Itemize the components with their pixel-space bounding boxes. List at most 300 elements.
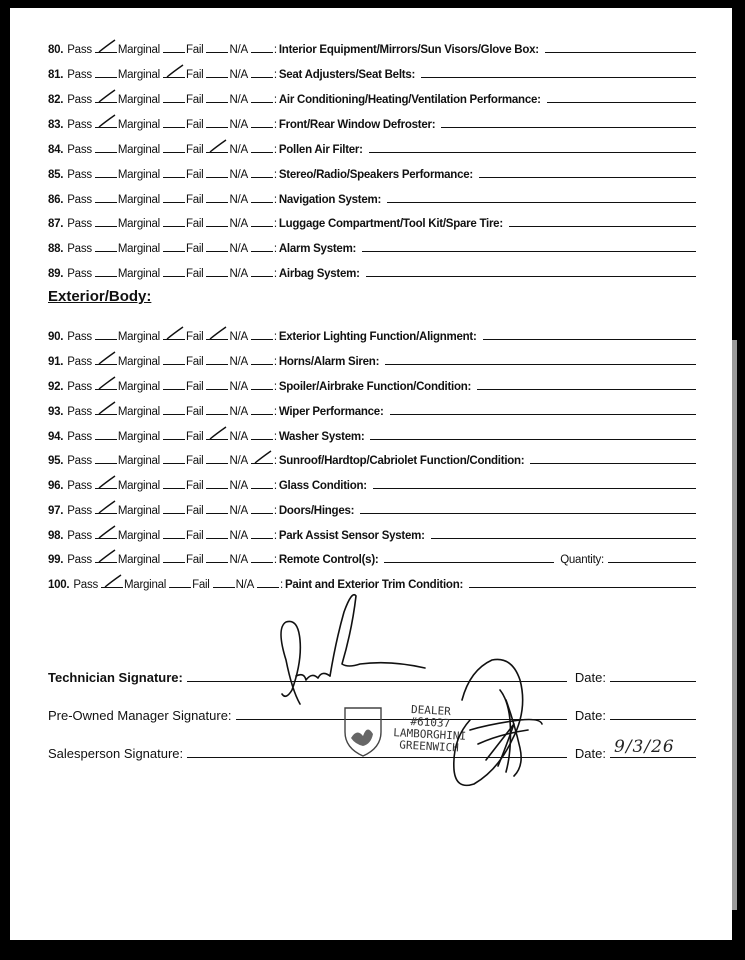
status-label-pass: Pass xyxy=(67,144,92,156)
inspection-row xyxy=(48,40,696,56)
status-blank-marginal[interactable] xyxy=(163,561,185,563)
status-blank-na[interactable] xyxy=(251,413,273,415)
item-label: Park Assist Sensor System: xyxy=(278,530,425,542)
status-blank-pass[interactable] xyxy=(95,388,117,390)
comment-line[interactable] xyxy=(483,338,696,340)
status-label-pass: Pass xyxy=(67,94,92,106)
check-mark-icon xyxy=(165,64,185,78)
separator: : xyxy=(273,431,277,443)
item-label: Navigation System: xyxy=(278,194,382,206)
status-blank-marginal[interactable] xyxy=(163,462,185,464)
item-number: 99. xyxy=(48,554,64,566)
separator: : xyxy=(273,530,277,542)
status-blank-marginal[interactable] xyxy=(163,101,185,103)
status-label-na: N/A xyxy=(229,381,248,393)
status-blank-pass[interactable] xyxy=(95,101,117,103)
status-label-na: N/A xyxy=(229,480,248,492)
status-blank-pass[interactable] xyxy=(95,338,117,340)
item-number: 85. xyxy=(48,169,64,181)
status-label-marginal: Marginal xyxy=(117,530,160,542)
status-blank-pass[interactable] xyxy=(95,51,117,53)
status-label-marginal: Marginal xyxy=(117,505,160,517)
inspection-row xyxy=(48,327,696,343)
status-label-fail: Fail xyxy=(185,331,204,343)
comment-line[interactable] xyxy=(387,201,696,203)
inspection-row xyxy=(48,190,696,206)
status-blank-marginal[interactable] xyxy=(163,275,185,277)
status-label-na: N/A xyxy=(235,579,255,591)
status-blank-marginal[interactable] xyxy=(163,413,185,415)
inspection-row xyxy=(48,65,696,81)
item-label: Spoiler/Airbrake Function/Condition: xyxy=(278,381,472,393)
item-label: Pollen Air Filter: xyxy=(278,144,363,156)
status-blank-pass[interactable] xyxy=(95,537,117,539)
status-label-fail: Fail xyxy=(185,119,204,131)
status-blank-fail[interactable] xyxy=(206,275,228,277)
status-blank-fail[interactable] xyxy=(206,76,228,78)
technician-signature-row xyxy=(48,670,696,685)
item-number: 84. xyxy=(48,144,64,156)
check-mark-icon xyxy=(208,139,228,153)
status-label-pass: Pass xyxy=(67,455,92,467)
item-number: 88. xyxy=(48,243,64,255)
inspection-row xyxy=(48,575,696,591)
check-mark-icon xyxy=(208,326,228,340)
item-label: Alarm System: xyxy=(278,243,357,255)
inspection-row xyxy=(48,140,696,156)
status-label-fail: Fail xyxy=(185,243,204,255)
item-number: 96. xyxy=(48,480,64,492)
status-label-na: N/A xyxy=(229,218,248,230)
status-blank-pass[interactable] xyxy=(95,413,117,415)
technician-signature-label: Technician Signature: xyxy=(48,670,183,685)
check-mark-icon xyxy=(97,39,117,53)
status-blank-pass[interactable] xyxy=(95,275,117,277)
status-label-marginal: Marginal xyxy=(117,268,160,280)
inspection-row xyxy=(48,451,696,467)
status-label-na: N/A xyxy=(229,455,248,467)
status-blank-marginal[interactable] xyxy=(163,126,185,128)
status-label-marginal: Marginal xyxy=(117,218,160,230)
status-blank-marginal[interactable] xyxy=(163,537,185,539)
quantity-label: Quantity: xyxy=(560,554,604,566)
status-blank-marginal[interactable] xyxy=(169,586,191,588)
status-blank-pass[interactable] xyxy=(95,225,117,227)
status-label-na: N/A xyxy=(229,530,248,542)
status-blank-pass[interactable] xyxy=(95,76,117,78)
status-label-marginal: Marginal xyxy=(117,455,160,467)
check-mark-icon xyxy=(97,376,117,390)
status-label-marginal: Marginal xyxy=(117,554,160,566)
status-label-marginal: Marginal xyxy=(117,119,160,131)
item-label: Seat Adjusters/Seat Belts: xyxy=(278,69,416,81)
item-number: 98. xyxy=(48,530,64,542)
technician-date-field[interactable] xyxy=(610,680,696,682)
comment-line[interactable] xyxy=(545,51,696,53)
date-label: Date: xyxy=(574,670,606,685)
status-blank-na[interactable] xyxy=(251,438,273,440)
status-label-marginal: Marginal xyxy=(117,194,160,206)
date-label: Date: xyxy=(574,746,606,761)
status-blank-pass[interactable] xyxy=(95,438,117,440)
inspection-row xyxy=(48,115,696,131)
status-blank-marginal[interactable] xyxy=(163,176,185,178)
status-label-pass: Pass xyxy=(67,505,92,517)
status-blank-na[interactable] xyxy=(251,561,273,563)
status-label-marginal: Marginal xyxy=(117,406,160,418)
status-blank-marginal[interactable] xyxy=(163,388,185,390)
status-blank-fail[interactable] xyxy=(206,101,228,103)
date-label: Date: xyxy=(574,708,606,723)
status-blank-fail[interactable] xyxy=(206,338,228,340)
comment-line[interactable] xyxy=(373,487,696,489)
status-label-pass: Pass xyxy=(67,331,92,343)
separator: : xyxy=(273,243,277,255)
status-blank-fail[interactable] xyxy=(206,363,228,365)
status-blank-fail[interactable] xyxy=(206,512,228,514)
separator: : xyxy=(273,505,277,517)
status-label-fail: Fail xyxy=(185,431,204,443)
status-label-na: N/A xyxy=(229,243,248,255)
separator: : xyxy=(273,268,277,280)
item-label: Sunroof/Hardtop/Cabriolet Function/Condition: xyxy=(278,455,525,467)
comment-line[interactable] xyxy=(384,561,554,563)
status-blank-fail[interactable] xyxy=(206,201,228,203)
comment-line[interactable] xyxy=(479,176,696,178)
status-label-pass: Pass xyxy=(67,194,92,206)
separator: : xyxy=(273,218,277,230)
status-blank-fail[interactable] xyxy=(206,413,228,415)
status-label-na: N/A xyxy=(229,554,248,566)
status-blank-fail[interactable] xyxy=(206,126,228,128)
check-mark-icon xyxy=(103,574,123,588)
status-label-marginal: Marginal xyxy=(117,480,160,492)
check-mark-icon xyxy=(97,351,117,365)
item-label: Glass Condition: xyxy=(278,480,367,492)
item-label: Air Conditioning/Heating/Ventilation Performance: xyxy=(278,94,541,106)
status-label-fail: Fail xyxy=(185,356,204,368)
status-blank-marginal[interactable] xyxy=(163,51,185,53)
status-blank-fail[interactable] xyxy=(206,561,228,563)
status-blank-fail[interactable] xyxy=(206,51,228,53)
status-blank-pass[interactable] xyxy=(95,512,117,514)
status-blank-marginal[interactable] xyxy=(163,201,185,203)
status-blank-pass[interactable] xyxy=(95,363,117,365)
separator: : xyxy=(273,44,277,56)
status-label-na: N/A xyxy=(229,356,248,368)
separator: : xyxy=(273,169,277,181)
inspection-row xyxy=(48,239,696,255)
status-label-marginal: Marginal xyxy=(117,243,160,255)
status-label-pass: Pass xyxy=(67,356,92,368)
check-mark-icon xyxy=(253,450,273,464)
status-label-pass: Pass xyxy=(67,169,92,181)
status-blank-pass[interactable] xyxy=(95,487,117,489)
inspection-row xyxy=(48,402,696,418)
status-blank-na[interactable] xyxy=(251,275,273,277)
status-label-pass: Pass xyxy=(67,268,92,280)
item-number: 90. xyxy=(48,331,64,343)
status-label-fail: Fail xyxy=(185,406,204,418)
item-label: Interior Equipment/Mirrors/Sun Visors/Glove Box: xyxy=(278,44,539,56)
separator: : xyxy=(273,69,277,81)
status-label-fail: Fail xyxy=(185,530,204,542)
status-blank-fail[interactable] xyxy=(213,586,235,588)
status-label-pass: Pass xyxy=(67,530,92,542)
comment-line[interactable] xyxy=(390,413,696,415)
status-blank-marginal[interactable] xyxy=(163,512,185,514)
item-label: Wiper Performance: xyxy=(278,406,384,418)
item-number: 93. xyxy=(48,406,64,418)
status-blank-pass[interactable] xyxy=(95,561,117,563)
comment-line[interactable] xyxy=(469,586,696,588)
status-blank-na[interactable] xyxy=(251,176,273,178)
status-label-na: N/A xyxy=(229,331,248,343)
status-blank-pass[interactable] xyxy=(95,176,117,178)
status-label-fail: Fail xyxy=(185,69,204,81)
status-blank-fail[interactable] xyxy=(206,537,228,539)
separator: : xyxy=(273,144,277,156)
status-blank-na[interactable] xyxy=(251,388,273,390)
status-blank-marginal[interactable] xyxy=(163,225,185,227)
handwritten-date: 9/3/26 xyxy=(614,737,675,757)
status-blank-marginal[interactable] xyxy=(163,363,185,365)
separator: : xyxy=(273,455,277,467)
separator: : xyxy=(273,554,277,566)
comment-line[interactable] xyxy=(385,363,696,365)
status-blank-fail[interactable] xyxy=(206,176,228,178)
status-blank-fail[interactable] xyxy=(206,250,228,252)
status-label-fail: Fail xyxy=(192,579,210,591)
status-label-pass: Pass xyxy=(67,480,92,492)
comment-line[interactable] xyxy=(362,250,696,252)
item-number: 81. xyxy=(48,69,64,81)
status-label-marginal: Marginal xyxy=(117,144,160,156)
status-label-pass: Pass xyxy=(73,579,98,591)
status-label-marginal: Marginal xyxy=(117,431,160,443)
item-label: Doors/Hinges: xyxy=(278,505,355,517)
status-blank-na[interactable] xyxy=(251,487,273,489)
status-blank-fail[interactable] xyxy=(206,487,228,489)
status-label-fail: Fail xyxy=(185,381,204,393)
check-mark-icon xyxy=(97,401,117,415)
item-number: 91. xyxy=(48,356,64,368)
status-blank-na[interactable] xyxy=(251,201,273,203)
status-label-na: N/A xyxy=(229,44,248,56)
item-label: Luggage Compartment/Tool Kit/Spare Tire: xyxy=(278,218,503,230)
status-label-fail: Fail xyxy=(185,144,204,156)
item-number: 87. xyxy=(48,218,64,230)
status-blank-na[interactable] xyxy=(251,512,273,514)
status-blank-na[interactable] xyxy=(251,51,273,53)
status-label-pass: Pass xyxy=(67,44,92,56)
comment-line[interactable] xyxy=(509,225,696,227)
status-blank-na[interactable] xyxy=(251,225,273,227)
status-label-na: N/A xyxy=(229,194,248,206)
check-mark-icon xyxy=(208,426,228,440)
item-number: 92. xyxy=(48,381,64,393)
item-label: Washer System: xyxy=(278,431,365,443)
status-label-marginal: Marginal xyxy=(117,69,160,81)
comment-line[interactable] xyxy=(370,438,696,440)
item-number: 94. xyxy=(48,431,64,443)
status-label-pass: Pass xyxy=(67,69,92,81)
check-mark-icon xyxy=(165,326,185,340)
separator: : xyxy=(273,381,277,393)
status-label-marginal: Marginal xyxy=(123,579,167,591)
check-mark-icon xyxy=(97,549,117,563)
separator: : xyxy=(273,331,277,343)
status-label-pass: Pass xyxy=(67,554,92,566)
inspection-row xyxy=(48,427,696,443)
status-blank-pass[interactable] xyxy=(95,250,117,252)
item-number: 83. xyxy=(48,119,64,131)
status-blank-pass[interactable] xyxy=(95,151,117,153)
status-label-marginal: Marginal xyxy=(117,44,160,56)
item-label: Front/Rear Window Defroster: xyxy=(278,119,436,131)
item-number: 86. xyxy=(48,194,64,206)
comment-line[interactable] xyxy=(547,101,696,103)
status-blank-marginal[interactable] xyxy=(163,151,185,153)
status-blank-na[interactable] xyxy=(251,101,273,103)
status-blank-marginal[interactable] xyxy=(163,438,185,440)
item-number: 100. xyxy=(48,579,70,591)
status-label-na: N/A xyxy=(229,69,248,81)
inspection-row xyxy=(48,165,696,181)
item-label: Remote Control(s): xyxy=(278,554,379,566)
separator: : xyxy=(273,356,277,368)
status-label-marginal: Marginal xyxy=(117,381,160,393)
status-blank-na[interactable] xyxy=(251,338,273,340)
status-blank-fail[interactable] xyxy=(206,462,228,464)
status-blank-marginal[interactable] xyxy=(163,76,185,78)
inspection-row xyxy=(48,476,696,492)
salesperson-signature-label: Salesperson Signature: xyxy=(48,746,184,761)
item-number: 82. xyxy=(48,94,64,106)
manager-date-field[interactable] xyxy=(610,718,696,720)
quantity-field[interactable] xyxy=(608,561,696,563)
status-label-pass: Pass xyxy=(67,431,92,443)
inspection-row xyxy=(48,501,696,517)
status-label-fail: Fail xyxy=(185,94,204,106)
salesperson-date-field[interactable] xyxy=(610,737,696,758)
comment-line[interactable] xyxy=(366,275,696,277)
separator: : xyxy=(273,480,277,492)
item-label: Stereo/Radio/Speakers Performance: xyxy=(278,169,473,181)
separator: : xyxy=(273,406,277,418)
status-label-fail: Fail xyxy=(185,218,204,230)
status-label-na: N/A xyxy=(229,94,248,106)
item-label: Airbag System: xyxy=(278,268,360,280)
status-label-marginal: Marginal xyxy=(117,169,160,181)
item-number: 89. xyxy=(48,268,64,280)
page-edge xyxy=(732,340,737,910)
status-blank-na[interactable] xyxy=(251,462,273,464)
status-blank-marginal[interactable] xyxy=(163,487,185,489)
manager-signature-label: Pre-Owned Manager Signature: xyxy=(48,708,232,723)
separator: : xyxy=(280,579,283,591)
comment-line[interactable] xyxy=(369,151,696,153)
dealer-stamp: DEALER #61037 LAMBORGHINI GREENWICH xyxy=(392,702,467,755)
status-label-pass: Pass xyxy=(67,119,92,131)
status-label-na: N/A xyxy=(229,406,248,418)
section-heading-exterior: Exterior/Body: xyxy=(48,288,152,305)
status-blank-pass[interactable] xyxy=(95,126,117,128)
status-blank-pass[interactable] xyxy=(95,462,117,464)
status-blank-fail[interactable] xyxy=(206,388,228,390)
status-label-fail: Fail xyxy=(185,455,204,467)
inspection-row xyxy=(48,377,696,393)
comment-line[interactable] xyxy=(477,388,696,390)
status-label-na: N/A xyxy=(229,119,248,131)
technician-signature-line[interactable] xyxy=(187,680,567,682)
status-blank-na[interactable] xyxy=(251,250,273,252)
status-label-marginal: Marginal xyxy=(117,356,160,368)
check-mark-icon xyxy=(97,525,117,539)
separator: : xyxy=(273,119,277,131)
inspection-row xyxy=(48,264,696,280)
check-mark-icon xyxy=(97,89,117,103)
status-label-fail: Fail xyxy=(185,480,204,492)
status-label-na: N/A xyxy=(229,431,248,443)
status-blank-na[interactable] xyxy=(257,586,279,588)
comment-line[interactable] xyxy=(421,76,696,78)
status-blank-fail[interactable] xyxy=(206,438,228,440)
status-label-marginal: Marginal xyxy=(117,331,160,343)
status-blank-fail[interactable] xyxy=(206,151,228,153)
status-blank-pass[interactable] xyxy=(101,586,123,588)
status-blank-na[interactable] xyxy=(251,537,273,539)
status-label-marginal: Marginal xyxy=(117,94,160,106)
status-blank-marginal[interactable] xyxy=(163,250,185,252)
check-mark-icon xyxy=(97,114,117,128)
status-label-fail: Fail xyxy=(185,268,204,280)
status-blank-pass[interactable] xyxy=(95,201,117,203)
status-label-pass: Pass xyxy=(67,406,92,418)
item-label: Horns/Alarm Siren: xyxy=(278,356,380,368)
status-label-fail: Fail xyxy=(185,554,204,566)
status-label-na: N/A xyxy=(229,268,248,280)
status-blank-na[interactable] xyxy=(251,363,273,365)
status-label-pass: Pass xyxy=(67,243,92,255)
comment-line[interactable] xyxy=(431,537,696,539)
comment-line[interactable] xyxy=(441,126,696,128)
status-label-na: N/A xyxy=(229,505,248,517)
comment-line[interactable] xyxy=(360,512,696,514)
inspection-row xyxy=(48,526,696,542)
status-blank-na[interactable] xyxy=(251,126,273,128)
inspection-row xyxy=(48,352,696,368)
status-label-na: N/A xyxy=(229,169,248,181)
status-blank-marginal[interactable] xyxy=(163,338,185,340)
check-mark-icon xyxy=(97,475,117,489)
item-label: Exterior Lighting Function/Alignment: xyxy=(278,331,477,343)
separator: : xyxy=(273,194,277,206)
status-label-na: N/A xyxy=(229,144,248,156)
status-blank-fail[interactable] xyxy=(206,225,228,227)
status-blank-na[interactable] xyxy=(251,76,273,78)
inspection-row xyxy=(48,214,696,230)
item-label: Paint and Exterior Trim Condition: xyxy=(284,579,464,591)
separator: : xyxy=(273,94,277,106)
status-label-pass: Pass xyxy=(67,381,92,393)
status-blank-na[interactable] xyxy=(251,151,273,153)
status-label-fail: Fail xyxy=(185,169,204,181)
status-label-pass: Pass xyxy=(67,218,92,230)
inspection-row xyxy=(48,90,696,106)
comment-line[interactable] xyxy=(530,462,696,464)
item-number: 80. xyxy=(48,44,64,56)
